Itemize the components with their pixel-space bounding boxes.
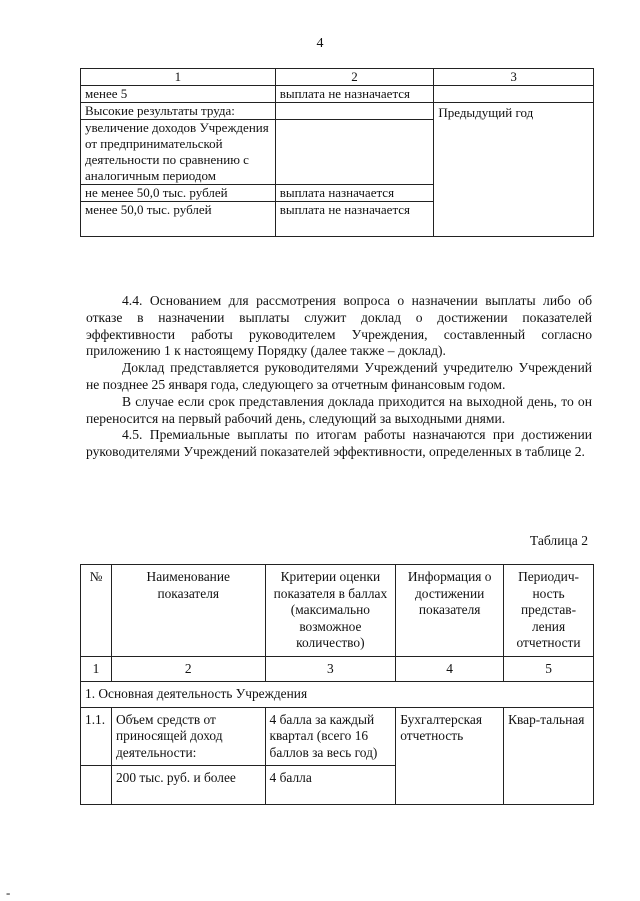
table-cell: Объем средств от приносящей доход деятельности: xyxy=(111,707,265,766)
table-cell-period: Предыдущий год xyxy=(434,103,594,237)
table-header-cell: Наименование показателя xyxy=(111,565,265,657)
table-caption: Таблица 2 xyxy=(529,533,588,548)
paragraph: В случае если срок представления доклада приходится на выходной день, то он переносится на первый рабочий день, следующий за выходными днями. xyxy=(86,393,592,426)
indicators-table xyxy=(80,564,594,805)
table-section-row xyxy=(81,682,594,708)
table-header-cell: 3 xyxy=(434,69,594,86)
table-header-cell: 2 xyxy=(275,69,434,86)
table-cell: 4 балла за каждый квартал (всего 16 баллов за весь год) xyxy=(265,707,396,766)
table-header-cell: Периодич-ность представ-ления отчетности xyxy=(504,565,594,657)
paragraph: 4.5. Премиальные выплаты по итогам работы назначаются при достижении руководителями Учреждений показателей эффективности, определенных в таблице 2. xyxy=(86,427,592,460)
page-number: 4 xyxy=(316,36,324,51)
section-heading: 1. Основная деятельность Учреждения xyxy=(81,682,594,708)
table-number-row xyxy=(81,656,594,682)
table-cell: 1 xyxy=(81,656,112,682)
table-header-cell: № xyxy=(81,565,112,657)
table-row xyxy=(81,86,594,103)
table-cell: Квар-тальная xyxy=(504,707,594,805)
table-cell: 200 тыс. руб. и более xyxy=(111,766,265,805)
table-header-cell: Критерии оценки показателя в баллах (максимально возможное количество) xyxy=(265,565,396,657)
table-cell: менее 50,0 тыс. рублей xyxy=(81,202,276,237)
table-cell: 2 xyxy=(111,656,265,682)
table-cell: выплата не назначается xyxy=(275,86,434,103)
table-row xyxy=(81,103,594,120)
table-cell: выплата не назначается xyxy=(275,202,434,237)
table-cell: 5 xyxy=(504,656,594,682)
table-cell: менее 5 xyxy=(81,86,276,103)
table-cell xyxy=(275,103,434,120)
table-header-row xyxy=(81,69,594,86)
table-cell xyxy=(434,86,594,103)
table-cell: 3 xyxy=(265,656,396,682)
table-header-row xyxy=(81,565,594,657)
table-cell: 1.1. xyxy=(81,707,112,766)
table-row xyxy=(81,707,594,766)
body-text xyxy=(86,293,592,461)
table-cell: Бухгалтерская отчетность xyxy=(396,707,504,805)
table-header-cell: 1 xyxy=(81,69,276,86)
margin-mark: - xyxy=(6,885,11,900)
table-cell xyxy=(81,766,112,805)
table-cell: 4 балла xyxy=(265,766,396,805)
paragraph: 4.4. Основанием для рассмотрения вопроса о назначении выплаты либо об отказе в назначении выплаты служит доклад о достижении показателей эффективности работы руководителем Учреждения, составленный согласно приложению 1 к настоящему Порядку (далее также – доклад). xyxy=(86,293,592,359)
table-header-cell: Информация о достижении показателя xyxy=(396,565,504,657)
table-cell: увеличение доходов Учреждения от предпринимательской деятельности по сравнению с аналогичным периодом xyxy=(81,120,276,185)
table-cell: Высокие результаты труда: xyxy=(81,103,276,120)
paragraph: Доклад представляется руководителями Учреждений учредителю Учреждений не позднее 25 января года, следующего за отчетным финансовым годом. xyxy=(86,360,592,392)
table-cell: не менее 50,0 тыс. рублей xyxy=(81,185,276,202)
table-cell xyxy=(275,120,434,185)
criteria-table-continued xyxy=(80,68,594,237)
table-cell: выплата назначается xyxy=(275,185,434,202)
table-cell: 4 xyxy=(396,656,504,682)
